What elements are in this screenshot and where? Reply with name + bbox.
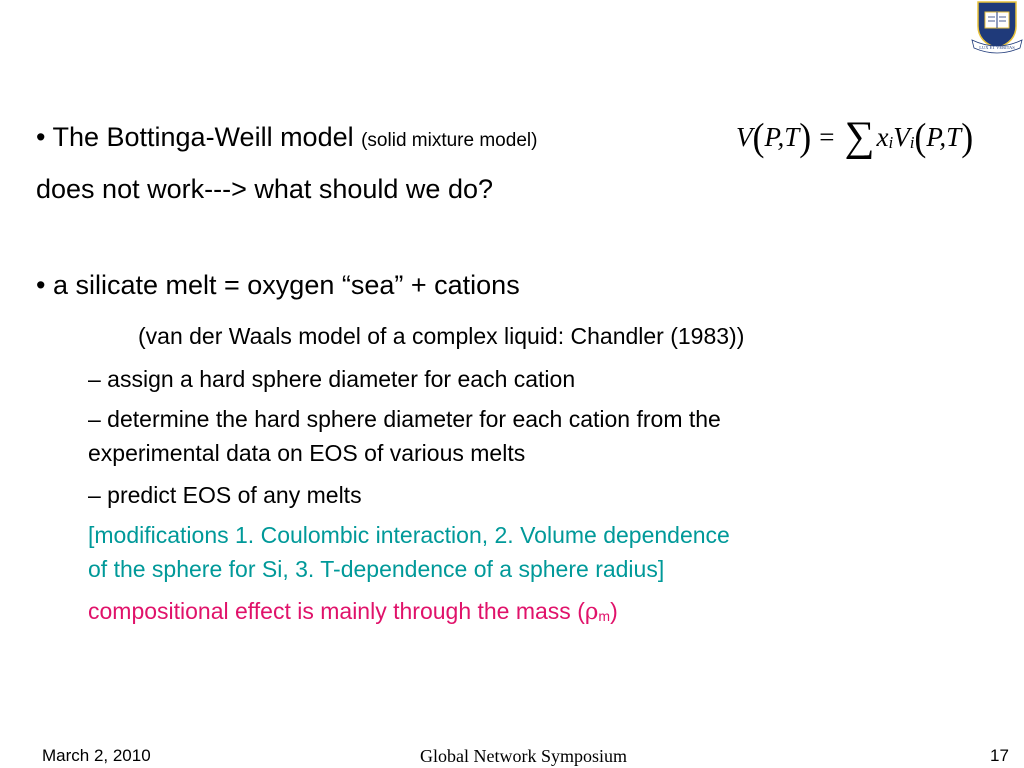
modifications-line2: of the sphere for Si, 3. T-dependence of a sphere radius] [88, 556, 665, 582]
chandler-reference: (van der Waals model of a complex liquid: Chandler (1983)) [138, 323, 745, 349]
formula-term-v: V [893, 121, 910, 152]
shield-icon [970, 0, 1024, 56]
sub-item-assign: – assign a hard sphere diameter for each cation [88, 366, 576, 392]
compositional-post-text: ) [610, 598, 618, 624]
bullet1-paren-text: (solid mixture model) [361, 130, 538, 151]
formula-sum-symbol: ∑ [844, 114, 875, 160]
sub-item-determine: – determine the hard sphere diameter for each cation from the [88, 406, 721, 432]
formula-rhs-args: P,T [926, 121, 962, 152]
modifications-line1: [modifications 1. Coulombic interaction, 2. Volume dependence [88, 522, 730, 548]
formula-paren-close: ) [799, 115, 812, 159]
bullet2-quote-text: “sea” [341, 270, 404, 300]
bullet2-pre-text: • a silicate melt = oxygen [36, 270, 342, 300]
formula-lhs-args: P,T [764, 121, 800, 152]
footer-title: Global Network Symposium [420, 746, 627, 766]
formula-term-v-sub: i [909, 133, 915, 152]
formula-paren-open: ( [752, 115, 765, 159]
sub-item-predict: – predict EOS of any melts [88, 482, 362, 508]
formula-paren-close-2: ) [961, 115, 974, 159]
bullet-silicate-melt [36, 270, 520, 301]
compositional-pre-text: compositional effect is mainly through the mass ( [88, 598, 585, 624]
formula-paren-open-2: ( [914, 115, 927, 159]
crest-banner-text: LUX ET VERITAS [979, 45, 1015, 50]
bullet-bottinga-weill [36, 122, 537, 153]
sub-item-determine-cont: experimental data on EOS of various melts [88, 440, 526, 466]
formula-term-x-sub: i [888, 133, 894, 152]
rho-symbol: ρ [584, 599, 599, 625]
footer-date: March 2, 2010 [42, 746, 151, 765]
bullet2-post-text: + cations [403, 270, 520, 300]
bullet1-main-text: • The Bottinga-Weill model [36, 122, 362, 152]
rho-subscript: m [598, 608, 611, 624]
footer-page-number: 17 [990, 746, 1009, 765]
compositional-effect-note [88, 598, 618, 625]
bullet1-line2: does not work---> what should we do? [36, 174, 493, 204]
formula-lhs-var: V [736, 121, 753, 152]
volume-formula [736, 116, 973, 158]
formula-equals: = [819, 121, 835, 152]
formula-term-x: x [876, 121, 889, 152]
crest-logo [970, 0, 1024, 56]
